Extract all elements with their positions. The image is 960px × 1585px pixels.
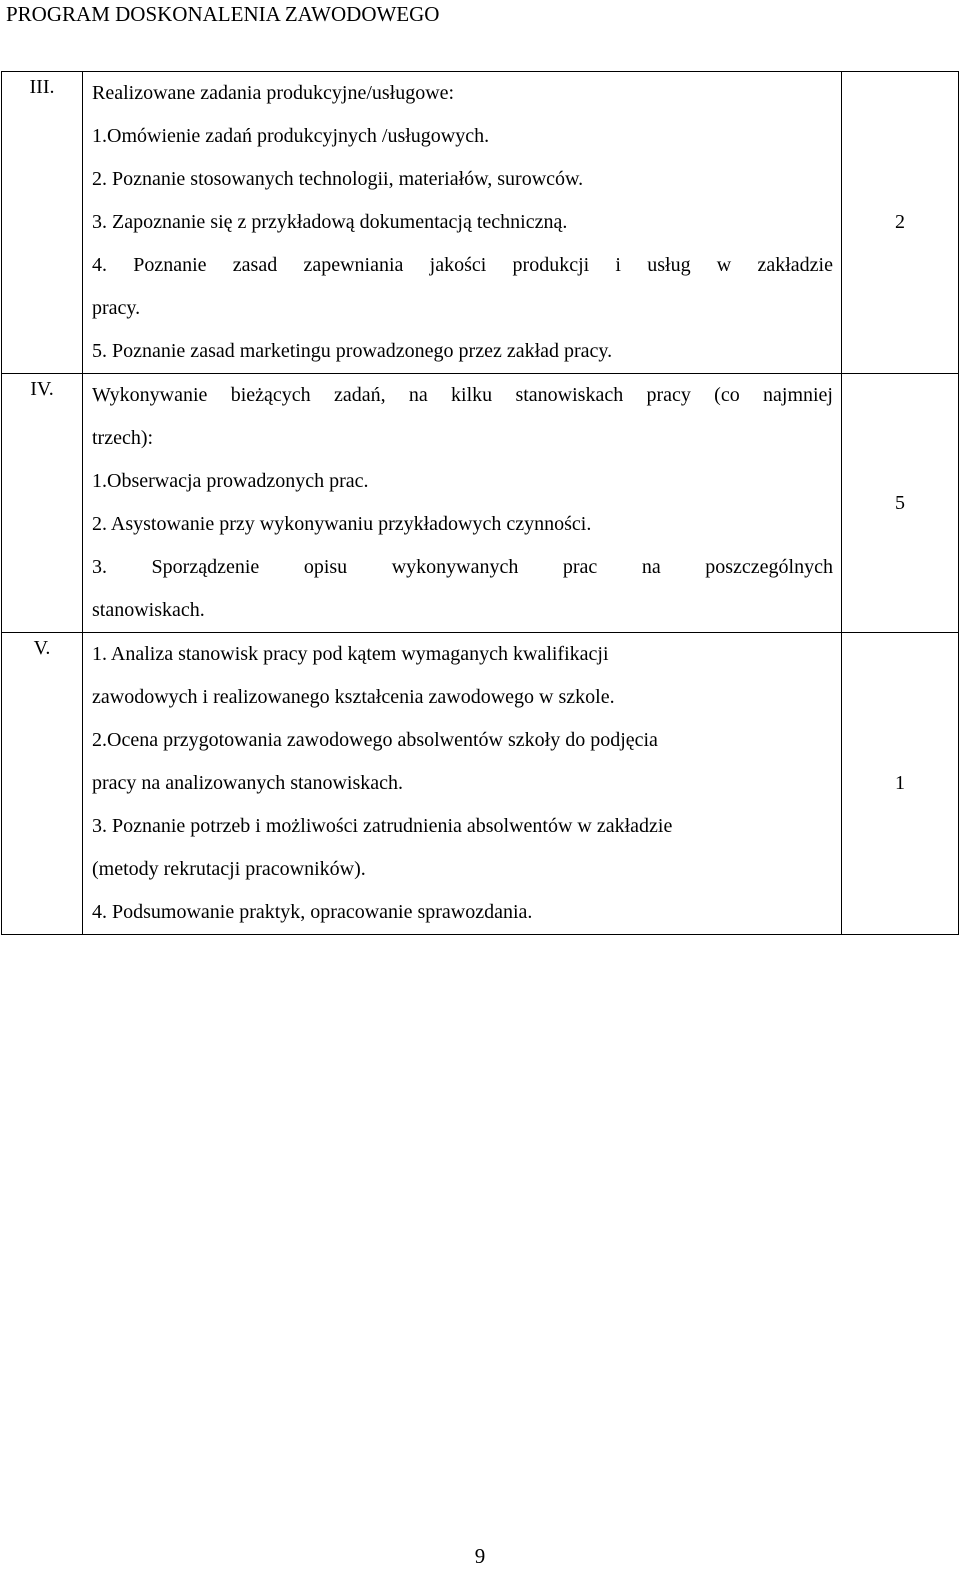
list-item: 1.Obserwacja prowadzonych prac. — [92, 470, 369, 492]
list-item: pracy na analizowanych stanowiskach. — [92, 772, 403, 794]
list-item: 5. Poznanie zasad marketingu prowadzonego przez zakład pracy. — [92, 340, 613, 362]
section-number: IV. — [30, 378, 54, 400]
list-item: 4. Podsumowanie praktyk, opracowanie sprawozdania. — [92, 901, 533, 923]
list-item: 3. Zapoznanie się z przykładową dokumentacją techniczną. — [92, 211, 568, 233]
program-table — [1, 71, 959, 935]
page-number: 9 — [474, 1544, 486, 1568]
list-item: 3. Sporządzenie opisu wykonywanych prac na poszczególnych — [92, 556, 833, 578]
document-header: PROGRAM DOSKONALENIA ZAWODOWEGO — [6, 2, 440, 26]
list-item: 2.Ocena przygotowania zawodowego absolwentów szkoły do podjęcia — [92, 729, 658, 751]
list-item: 1.Omówienie zadań produkcyjnych /usługowych. — [92, 125, 490, 147]
table-row — [2, 374, 959, 633]
list-item: 4. Poznanie zasad zapewniania jakości produkcji i usług w zakładzie — [92, 254, 833, 276]
list-item: 2. Poznanie stosowanych technologii, materiałów, surowców. — [92, 168, 584, 190]
section-number-cell — [2, 72, 83, 374]
table-row — [2, 72, 959, 374]
section-hours: 5 — [895, 491, 905, 514]
section-number: III. — [29, 76, 55, 98]
table-row — [2, 633, 959, 935]
section-number: V. — [33, 637, 51, 659]
section-number-cell — [2, 374, 83, 633]
section-hours-cell — [842, 633, 959, 935]
section-content-cell — [83, 633, 842, 935]
list-item: pracy. — [92, 297, 141, 319]
list-item: trzech): — [92, 427, 154, 449]
list-item: 1. Analiza stanowisk pracy pod kątem wymaganych kwalifikacji — [92, 643, 609, 665]
list-item: (metody rekrutacji pracowników). — [92, 858, 366, 880]
section-content-cell — [83, 72, 842, 374]
section-hours: 2 — [895, 211, 905, 233]
list-item: Realizowane zadania produkcyjne/usługowe: — [92, 82, 455, 104]
list-item: zawodowych i realizowanego kształcenia zawodowego w szkole. — [92, 686, 615, 708]
list-item: 3. Poznanie potrzeb i możliwości zatrudnienia absolwentów w zakładzie — [92, 815, 673, 837]
section-content-cell — [83, 374, 842, 633]
list-item: stanowiskach. — [92, 599, 205, 621]
list-item: Wykonywanie bieżących zadań, na kilku stanowiskach pracy (co najmniej — [92, 384, 833, 406]
list-item: 2. Asystowanie przy wykonywaniu przykładowych czynności. — [92, 513, 592, 535]
section-hours-cell — [842, 374, 959, 633]
section-hours: 1 — [895, 772, 905, 794]
section-number-cell — [2, 633, 83, 935]
section-hours-cell — [842, 72, 959, 374]
